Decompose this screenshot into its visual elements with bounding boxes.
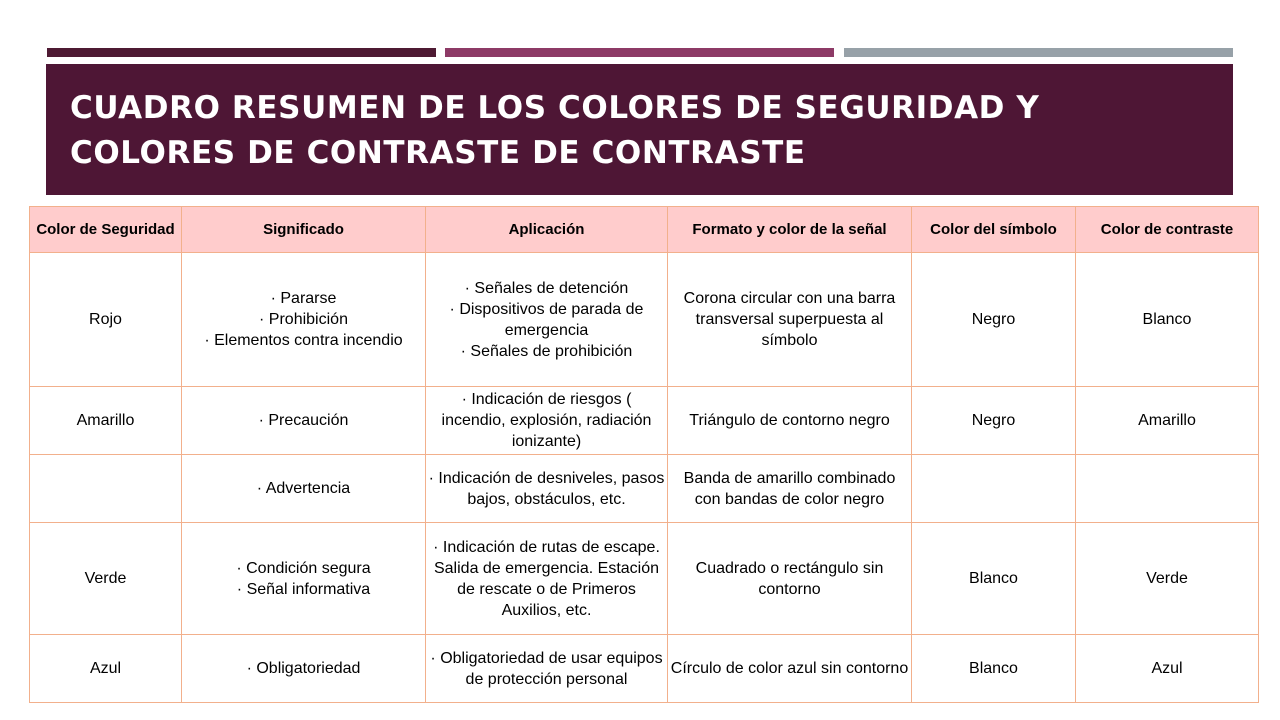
cell-color-contraste: Verde (1076, 523, 1259, 635)
accent-bar-gray (844, 48, 1233, 57)
cell-aplicacion (426, 523, 668, 635)
cell-significado (182, 455, 426, 523)
cell-color-simbolo: Blanco (912, 635, 1076, 703)
cell-aplicacion-line: · Obligatoriedad de usar equipos de protección personal (430, 649, 663, 688)
cell-aplicacion (426, 635, 668, 703)
cell-significado-line: · Elementos contra incendio (204, 332, 403, 349)
header-aplicacion: Aplicación (426, 207, 668, 253)
cell-formato: Triángulo de contorno negro (668, 387, 912, 455)
cell-significado (182, 387, 426, 455)
cell-significado (182, 253, 426, 387)
cell-color-contraste: Blanco (1076, 253, 1259, 387)
cell-color-simbolo: Negro (912, 387, 1076, 455)
table-row (30, 523, 1259, 635)
table-body (30, 253, 1259, 703)
cell-aplicacion-line: · Indicación de riesgos ( incendio, explosión, radiación ionizante) (441, 391, 652, 450)
cell-color-contraste: Amarillo (1076, 387, 1259, 455)
table-row (30, 253, 1259, 387)
cell-formato: Banda de amarillo combinado con bandas de color negro (668, 455, 912, 523)
cell-color-simbolo: Negro (912, 253, 1076, 387)
cell-formato: Círculo de color azul sin contorno (668, 635, 912, 703)
slide-title: CUADRO RESUMEN DE LOS COLORES DE SEGURIDAD Y COLORES DE CONTRASTE DE CONTRASTE (70, 90, 1040, 171)
cell-significado-line: · Prohibición (259, 311, 348, 328)
cell-aplicacion-line: · Señales de prohibición (460, 342, 633, 360)
cell-color-contraste (1076, 455, 1259, 523)
cell-aplicacion (426, 455, 668, 523)
cell-color-seguridad: Verde (30, 523, 182, 635)
header-color-contraste: Color de contraste (1076, 207, 1259, 253)
cell-formato: Corona circular con una barra transversal superpuesta al símbolo (668, 253, 912, 387)
header-formato: Formato y color de la señal (668, 207, 912, 253)
cell-significado-line: · Advertencia (256, 480, 351, 497)
accent-bar-plum (445, 48, 834, 57)
cell-aplicacion-line: · Dispositivos de parada de emergencia (449, 300, 644, 339)
header-color-simbolo: Color del símbolo (912, 207, 1076, 253)
header-row (30, 207, 1259, 253)
cell-significado-line: · Pararse (270, 290, 337, 307)
safety-colors-table (29, 206, 1259, 703)
cell-significado-line: · Señal informativa (236, 580, 371, 598)
cell-aplicacion (426, 253, 668, 387)
cell-color-simbolo: Blanco (912, 523, 1076, 635)
cell-aplicacion-line: · Señales de detención (464, 279, 629, 297)
cell-significado (182, 635, 426, 703)
cell-aplicacion (426, 387, 668, 455)
table-row (30, 387, 1259, 455)
cell-significado-line: · Precaución (258, 412, 349, 429)
header-color-seguridad: Color de Seguridad (30, 207, 182, 253)
cell-color-seguridad: Azul (30, 635, 182, 703)
cell-color-seguridad (30, 455, 182, 523)
cell-formato: Cuadrado o rectángulo sin contorno (668, 523, 912, 635)
cell-aplicacion-line: · Indicación de desniveles, pasos bajos, obstáculos, etc. (428, 469, 665, 508)
header-significado: Significado (182, 207, 426, 253)
accent-bar-dark (47, 48, 436, 57)
cell-significado (182, 523, 426, 635)
cell-color-simbolo (912, 455, 1076, 523)
cell-aplicacion-line: · Indicación de rutas de escape. Salida de emergencia. Estación de rescate o de Primeros Auxilios, etc. (433, 538, 660, 619)
title-band (46, 64, 1233, 195)
cell-color-seguridad: Amarillo (30, 387, 182, 455)
table-row (30, 635, 1259, 703)
cell-color-contraste: Azul (1076, 635, 1259, 703)
cell-significado-line: · Condición segura (236, 559, 371, 577)
cell-significado-line: · Obligatoriedad (246, 660, 361, 677)
cell-color-seguridad: Rojo (30, 253, 182, 387)
table-row (30, 455, 1259, 523)
